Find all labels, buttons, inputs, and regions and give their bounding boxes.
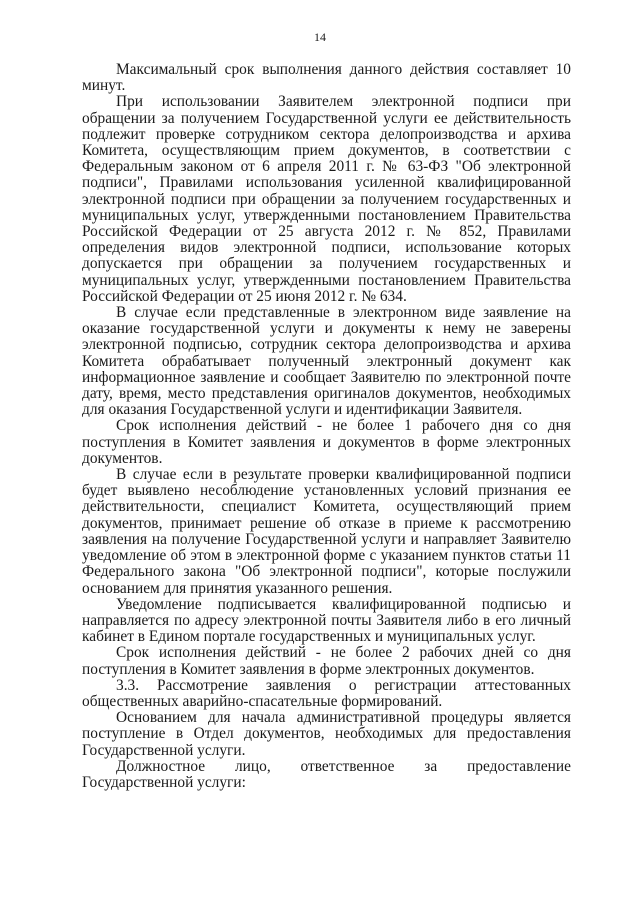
paragraph-deadline-one-day: Срок исполнения действий - не более 1 рабочего дня со дня поступления в Комитет заявления и документов в форме электронных документов. <box>82 417 571 467</box>
paragraph-deadline-two-days: Срок исполнения действий - не более 2 рабочих дней со дня поступления в Комитет заявления в форме электронных документов. <box>82 644 571 678</box>
paragraph-signature-invalid: В случае если в результате проверки квалифицированной подписи будет выявлено несоблюдение установленных условий признания ее действительности, специалист Комитета, осуществляющий прием документов, принимает решение об отказе в приеме к рассмотрению заявления на получение Государственной услуги и направляет Заявителю уведомление об этом в электронной форме с указанием пунктов статьи 11 Федерального закона "Об электронной подписи", которые послужили основанием для принятия указанного решения. <box>82 466 571 597</box>
section-heading-3-3: 3.3. Рассмотрение заявления о регистрации аттестованных общественных аварийно-спасательные формирований. <box>82 676 571 710</box>
paragraph-notification: Уведомление подписывается квалифицированной подписью и направляется по адресу электронной почты Заявителя либо в его личный кабинет в Едином портале государственных и муниципальных услуг. <box>82 595 571 646</box>
paragraph-responsible-official: Должностное лицо, ответственное за предоставление Государственной услуги: <box>82 757 571 791</box>
paragraph-max-duration: Максимальный срок выполнения данного действия составляет 10 минут. <box>82 61 571 95</box>
paragraph-electronic-signature-check: При использовании Заявителем электронной подписи при обращении за получением Государственной услуги ее действительность подлежит проверке сотрудником сектора делопроизводства и архива Комитета, осуществляющим прием документов, в соответствии с Федеральным законом от 6 апреля 2011 г. № 63-ФЗ "Об электронной подписи", Правилами использования усиленной квалифицированной электронной подписи при обращении за получением государственных и муниципальных услуг, утвержденными постановлением Правительства Российской Федерации от 25 августа 2012 г. № 852, Правилами определения видов электронной подписи, использование которых допускается при обращении за получением государственных и муниципальных услуг, утвержденными постановлением Правительства Российской Федерации от 25 июня 2012 г. № 634. <box>82 93 571 305</box>
page-number: 14 <box>314 30 326 44</box>
document-body <box>82 62 571 791</box>
paragraph-procedure-basis: Основанием для начала административной процедуры является поступление в Отдел документов, необходимых для предоставления Государственной услуги. <box>82 709 571 759</box>
paragraph-unsigned-application: В случае если представленные в электронном виде заявление на оказание государственной услуги и документы к нему не заверены электронной подписью, сотрудник сектора делопроизводства и архива Комитета обрабатывает полученный электронный документ как информационное заявление и сообщает Заявителю по электронной почте дату, время, место представления оригиналов документов, необходимых для оказания Государственной услуги и идентификации Заявителя. <box>82 304 571 419</box>
